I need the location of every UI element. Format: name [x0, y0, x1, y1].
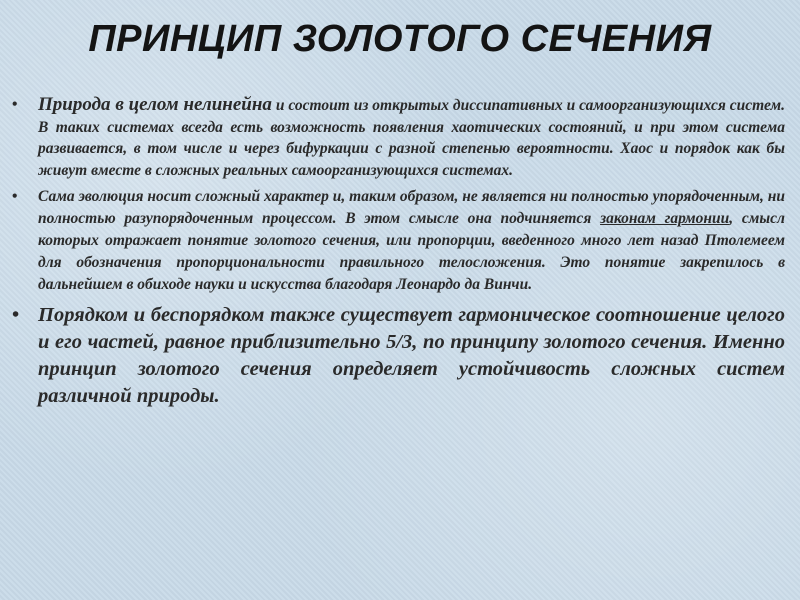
bullet-item-2 — [10, 186, 785, 296]
bullet-dot-icon: • — [12, 96, 18, 113]
bullet-2-text-after: , смысл которых отражает понятие золотого сечения, или пропорции, введенного много лет назад Птолемеем для обозначения пропорциональности правильного телосложения. Это понятие закрепилось в дальнейшем в обиходе науки и искусства благодаря Леонардо да Винчи. — [38, 210, 786, 293]
bullet-1-lead: Природа в целом нелинейна — [38, 94, 272, 115]
bullet-dot-icon: • — [12, 188, 18, 205]
bullet-list — [10, 94, 785, 410]
harmony-laws-link: законам гармонии — [600, 210, 730, 227]
bullet-3-text: Порядком и беспорядком также существует гармоническое соотношение целого и его частей, равное приблизительно 5/3, по принципу золотого сечения. Именно принцип золотого сечения определяет устойчивость сложных систем различной природы. — [38, 304, 785, 407]
bullet-dot-icon: • — [12, 304, 20, 326]
slide-title: ПРИНЦИП ЗОЛОТОГО СЕЧЕНИЯ — [88, 18, 712, 60]
bullet-1-text: и состоит из открытых диссипативных и самоорганизующихся систем. В таких системах всегда есть возможность появления хаотических состояний, и при этом система развивается, в том числе и через бифуркации с разной степенью вероятности. Хаос и порядок как бы живут вместе в сложных реальных самоорганизующихся системах. — [38, 97, 785, 179]
bullet-2-text-before: Сама эволюция носит сложный характер и, таким образом, не является ни полностью упорядоченным, ни полностью разупорядоченным процессом. В этом смысле она подчиняется — [38, 188, 785, 227]
bullet-item-3 — [10, 302, 785, 410]
bullet-item-1 — [10, 94, 785, 181]
